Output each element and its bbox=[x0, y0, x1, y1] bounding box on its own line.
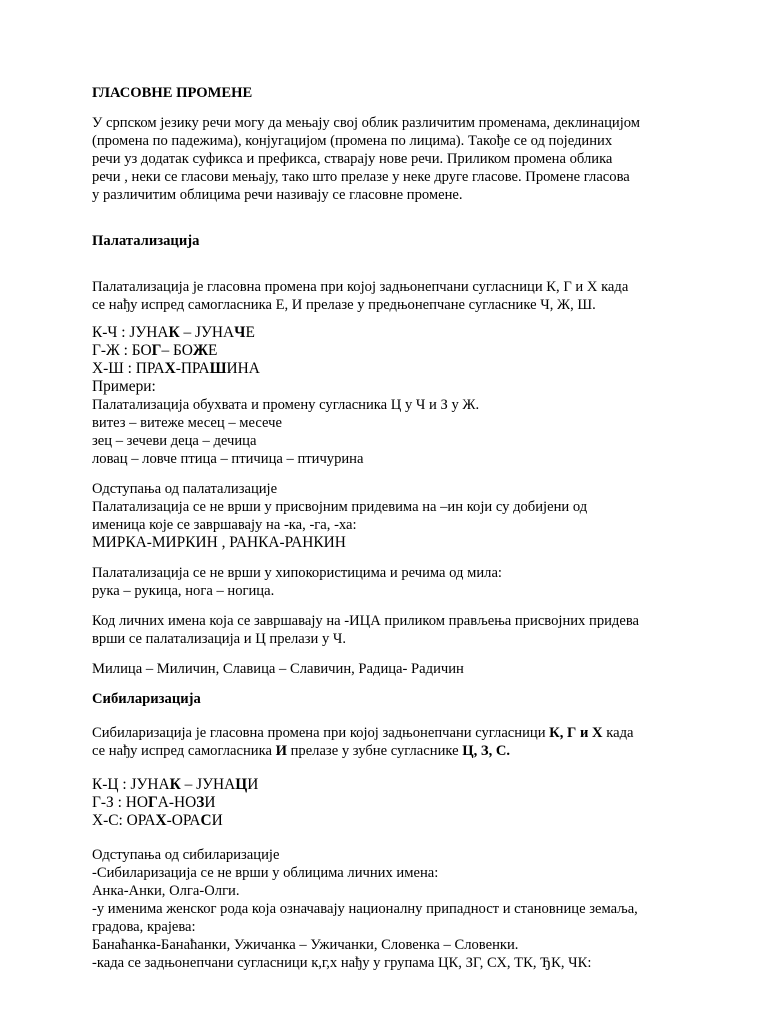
palatalization-heading: Палатализација bbox=[92, 233, 200, 249]
exception-example: МИРКА-МИРКИН , РАНКА-РАНКИН bbox=[92, 534, 346, 551]
exception-line: градова, крајева: bbox=[92, 919, 196, 935]
exception-line: рука – рукица, нога – ногица. bbox=[92, 583, 275, 599]
exception-line: Палатализација се не врши у хипокористицима и речима од мила: bbox=[92, 565, 502, 581]
intro-line: у различитим облицима речи називају се гласовне промене. bbox=[92, 187, 463, 203]
hypocoristic-paragraph bbox=[92, 564, 688, 600]
rule-line: К-Ч : ЈУНАК – ЈУНАЧЕ bbox=[92, 324, 255, 341]
document-page bbox=[92, 84, 688, 972]
definition-line: се нађу испред самогласника Е, И прелазе у предњонепчане сугласнике Ч, Ж, Ш. bbox=[92, 297, 596, 313]
sibilarization-heading: Сибиларизација bbox=[92, 691, 201, 707]
example-line: Палатализација обухвата и промену сугласника Ц у Ч и З у Ж. bbox=[92, 397, 480, 413]
rule-line: Х-С: ОРАХ-ОРАСИ bbox=[92, 812, 223, 829]
intro-line: У српском језику речи могу да мењају свој облик различитим променама, деклинацијом bbox=[92, 115, 641, 131]
rule-line: Г-З : НОГА-НОЗИ bbox=[92, 794, 216, 811]
personal-names-paragraph bbox=[92, 612, 688, 648]
sibilarization-rules bbox=[92, 776, 688, 830]
exceptions-heading: Одступања од сибиларизације bbox=[92, 847, 280, 863]
intro-line: (промена по падежима), конјугацијом (промена по лицима). Такође се од појединих bbox=[92, 133, 613, 149]
example-line: зец – зечеви деца – дечица bbox=[92, 433, 257, 449]
exception-line: Палатализација се не врши у присвојним придевима на –ин који су добијени од bbox=[92, 499, 588, 515]
rule-line: Х-Ш : ПРАХ-ПРАШИНА bbox=[92, 360, 260, 377]
exception-line: Код личних имена која се завршавају на -ИЦА приликом прављења присвојних придева bbox=[92, 613, 640, 629]
example-line: витез – витеже месец – месече bbox=[92, 415, 282, 431]
sibilarization-definition bbox=[92, 724, 688, 760]
intro-line: речи уз додатак суфикса и префикса, стварају нове речи. Приликом промена облика bbox=[92, 151, 613, 167]
rule-line: Г-Ж : БОГ– БОЖЕ bbox=[92, 342, 218, 359]
sibilarization-exceptions bbox=[92, 846, 688, 972]
exceptions-heading: Одступања од палатализације bbox=[92, 481, 278, 497]
examples-label: Примери: bbox=[92, 378, 156, 395]
exception-line: именица које се завршавају на -ка, -га, -ха: bbox=[92, 517, 357, 533]
palatalization-definition bbox=[92, 278, 688, 314]
exception-line: Анка-Анки, Олга-Олги. bbox=[92, 883, 240, 899]
example-line: ловац – ловче птица – птичица – птичурина bbox=[92, 451, 364, 467]
definition-line: Палатализација је гласовна промена при којој задњонепчани сугласници К, Г и Х када bbox=[92, 279, 629, 295]
definition-line: се нађу испред самогласника И прелазе у зубне сугласнике Ц, З, С. bbox=[92, 743, 511, 759]
intro-line: речи , неки се гласови мењају, тако што прелазе у неке друге гласове. Промене гласова bbox=[92, 169, 630, 185]
personal-names-example: Милица – Миличин, Славица – Славичин, Радица- Радичин bbox=[92, 661, 464, 677]
definition-line: Сибиларизација је гласовна промена при којој задњонепчани сугласници К, Г и Х када bbox=[92, 725, 634, 741]
exception-line: -Сибиларизација се не врши у облицима личних имена: bbox=[92, 865, 439, 881]
intro-paragraph bbox=[92, 114, 688, 204]
exception-line: -када се задњонепчани сугласници к,г,х нађу у групама ЦК, ЗГ, СХ, ТК, ЂК, ЧК: bbox=[92, 955, 592, 971]
palatalization-rules bbox=[92, 324, 688, 468]
document-title: ГЛАСОВНЕ ПРОМЕНЕ bbox=[92, 85, 253, 101]
rule-line: К-Ц : ЈУНАК – ЈУНАЦИ bbox=[92, 776, 259, 793]
palatalization-exceptions bbox=[92, 480, 688, 552]
exception-line: -у именима женског рода која означавају националну припадност и становнице земаља, bbox=[92, 901, 638, 917]
exception-line: Банаћанка-Банаћанки, Ужичанка – Ужичанки, Словенка – Словенки. bbox=[92, 937, 519, 953]
exception-line: врши се палатализација и Ц прелази у Ч. bbox=[92, 631, 347, 647]
